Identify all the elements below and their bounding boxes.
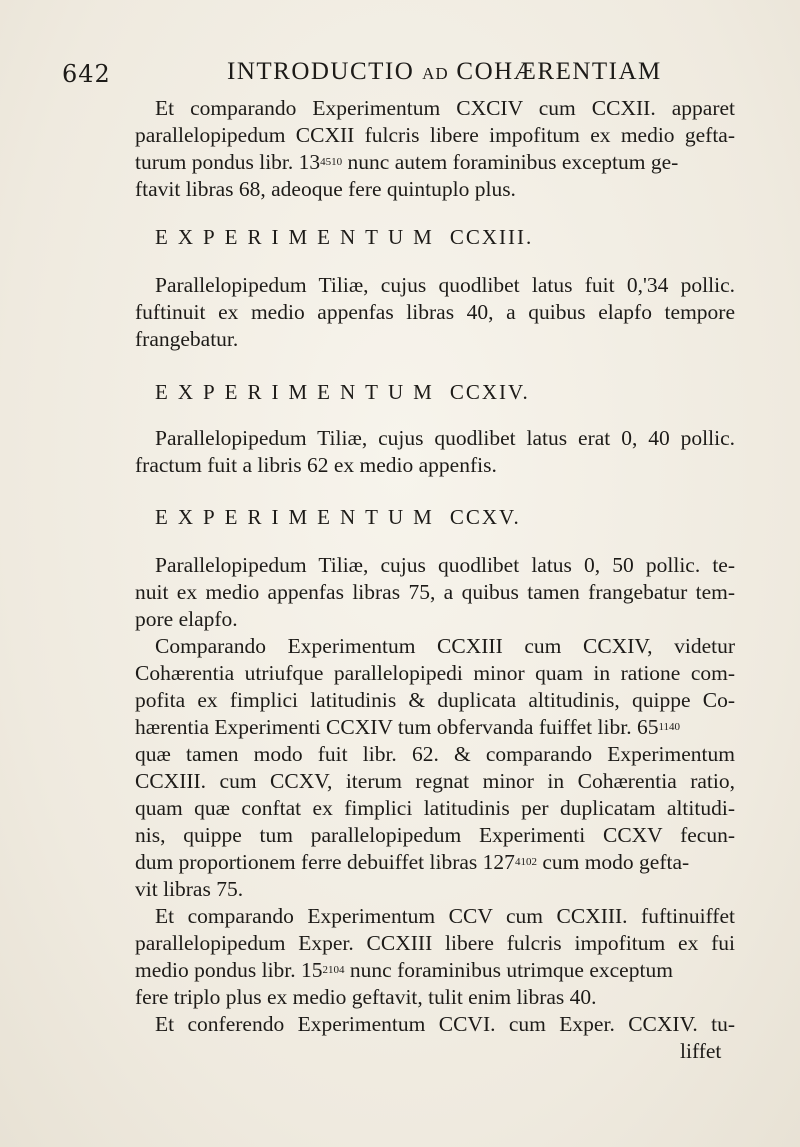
fraction: 2104: [322, 964, 345, 976]
text-line: Parallelopipedum Tiliæ, cujus quodlibet latus erat 0, 40 pollic.: [155, 426, 735, 450]
text-line: Et comparando Experimentum CCV cum CCXIII. fuftinuiffet: [155, 904, 735, 928]
text-line: quam quæ conftat ex fimplici latitudinis per duplicatam altitudi-: [135, 796, 735, 820]
text-line: [135, 714, 735, 741]
heading-number: CCXV.: [449, 505, 521, 529]
text-fragment: dum proportionem ferre debuiffet libras 127: [135, 850, 515, 874]
text-line: nuit ex medio appenfas libras 75, a quibus tamen frangebatur tem-: [135, 580, 735, 604]
text-line: fractum fuit a libris 62 ex medio appenfis.: [135, 453, 497, 477]
text-line: Parallelopipedum Tiliæ, cujus quodlibet latus 0, 50 pollic. te-: [155, 553, 735, 577]
text-fragment: nunc foraminibus utrimque exceptum: [344, 958, 673, 982]
text-line: CCXIII. cum CCXV, iterum regnat minor in Cohærentia ratio,: [135, 769, 735, 793]
text-line: pore elapfo.: [135, 607, 238, 631]
text-fragment: hærentia Experimenti CCXIV tum obfervanda fuiffet libr. 65: [135, 715, 659, 739]
title-main: INTRODUCTIO: [227, 58, 415, 85]
text-line: vit libras 75.: [135, 877, 244, 901]
heading-word: EXPERIMENTUM: [155, 225, 442, 249]
text-line: [135, 849, 735, 876]
text-line: [135, 149, 735, 176]
text-line: fere triplo plus ex medio geftavit, tulit enim libras 40.: [135, 985, 597, 1009]
text-line: parallelopipedum Exper. CCXIII libere fulcris impofitum ex fui: [135, 931, 735, 955]
text-line: Cohærentia utriufque parallelopipedi minor quam in ratione com-: [135, 661, 735, 685]
text-line: quæ tamen modo fuit libr. 62. & comparando Experimentum: [135, 742, 735, 766]
text-line: pofita ex fimplici latitudinis & duplicata altitudinis, quippe Co-: [135, 688, 735, 712]
title-end: COHÆRENTIAM: [456, 58, 662, 85]
text-line: nis, quippe tum parallelopipedum Experimenti CCXV fecun-: [135, 823, 735, 847]
text-line: Et conferendo Experimentum CCVI. cum Exper. CCXIV. tu-: [155, 1012, 735, 1036]
text-fragment: nunc autem foraminibus exceptum ge-: [342, 150, 679, 174]
text-line: parallelopipedum CCXII fulcris libere impofitum ex medio gefta-: [135, 123, 735, 147]
catchword: liffet: [680, 1039, 722, 1063]
title-ad: AD: [422, 64, 449, 83]
text-line: ftavit libras 68, adeoque fere quintuplo plus.: [135, 177, 516, 201]
experiment-heading: [155, 505, 715, 530]
text-fragment: medio pondus libr. 15: [135, 958, 323, 982]
heading-number: CCXIII.: [449, 225, 534, 249]
fraction: 4510: [320, 156, 343, 168]
experiment-heading: [155, 225, 715, 250]
text-fragment: cum modo gefta-: [536, 850, 690, 874]
text-line: Comparando Experimentum CCXIII cum CCXIV, videtur: [155, 634, 735, 658]
fraction: 1140: [658, 721, 681, 733]
heading-word: EXPERIMENTUM: [155, 380, 442, 404]
heading-word: EXPERIMENTUM: [155, 505, 442, 529]
experiment-heading: [155, 380, 715, 405]
fraction: 4102: [514, 856, 537, 868]
heading-number: CCXIV.: [449, 380, 530, 404]
text-line: Parallelopipedum Tiliæ, cujus quodlibet latus fuit 0,'34 pollic.: [155, 273, 735, 297]
text-fragment: turum pondus libr. 13: [135, 150, 321, 174]
text-line: Et comparando Experimentum CXCIV cum CCXII. apparet: [155, 96, 735, 120]
text-line: fuftinuit ex medio appenfas libras 40, a quibus elapfo tempore: [135, 300, 735, 324]
text-line: frangebatur.: [135, 327, 239, 351]
page-number: 642: [62, 60, 111, 88]
text-line: [135, 957, 735, 984]
